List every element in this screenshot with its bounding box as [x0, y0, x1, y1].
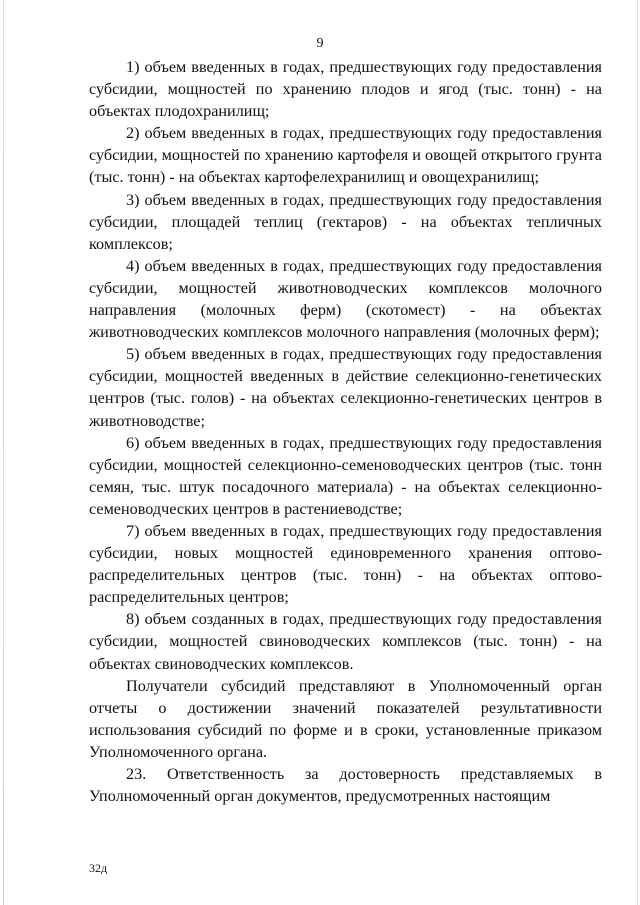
paragraph-item-3: 3) объем введенных в годах, предшествующих году предоставления субсидии, площадей теплиц (гектаров) - на объектах тепличных комплексов;	[89, 190, 602, 253]
footer-code: 32д	[89, 861, 108, 875]
paragraph-item-1: 1) объем введенных в годах, предшествующих году предоставления субсидии, мощностей по хранению плодов и ягод (тыс. тонн) - на объектах плодохранилищ;	[89, 58, 602, 121]
paragraph-item-8: 8) объем созданных в годах, предшествующих году предоставления субсидии, мощностей свиноводческих комплексов (тыс. тонн) - на объектах свиноводческих комплексов.	[89, 610, 602, 673]
paragraph-item-2: 2) объем введенных в годах, предшествующих году предоставления субсидии, мощностей по хранению картофеля и овощей открытого грунта (тыс. тонн) - на объектах картофелехранилищ и овощехранилищ;	[89, 124, 602, 187]
paragraph-item-5: 5) объем введенных в годах, предшествующих году предоставления субсидии, мощностей введенных в действие селекционно-генетических центров (тыс. голов) - на объектах селекционно-генетических центров в животноводстве;	[89, 345, 602, 430]
paragraph-reports: Получатели субсидий представляют в Уполномоченный орган отчеты о достижении значений показателей результативности использования субсидий по форме и в сроки, установленные приказом Уполномоченного органа.	[89, 676, 602, 761]
scan-edge-left	[3, 0, 4, 905]
paragraph-item-7: 7) объем введенных в годах, предшествующих году предоставления субсидии, новых мощностей единовременного хранения оптово-распределительных центров (тыс. тонн) - на объектах оптово-распределительных центров;	[89, 521, 602, 607]
page-number: 9	[316, 36, 324, 51]
paragraph-item-6: 6) объем введенных в годах, предшествующих году предоставления субсидии, мощностей селекционно-семеноводческих центров (тыс. тонн семян, тыс. штук посадочного материала) - на объектах селекционно-семеноводческих центров в растениеводстве;	[89, 433, 602, 518]
paragraph-section-23: 23. Ответственность за достоверность представляемых в Уполномоченный орган документов, предусмотренных настоящим	[89, 765, 602, 806]
body-text	[89, 56, 602, 807]
scan-edge-right	[637, 0, 638, 905]
paragraph-item-4: 4) объем введенных в годах, предшествующих году предоставления субсидии, мощностей животноводческих комплексов молочного направления (молочных ферм) (скотомест) - на объектах животноводческих комплексов молочного направления (молочных ферм);	[89, 256, 602, 342]
